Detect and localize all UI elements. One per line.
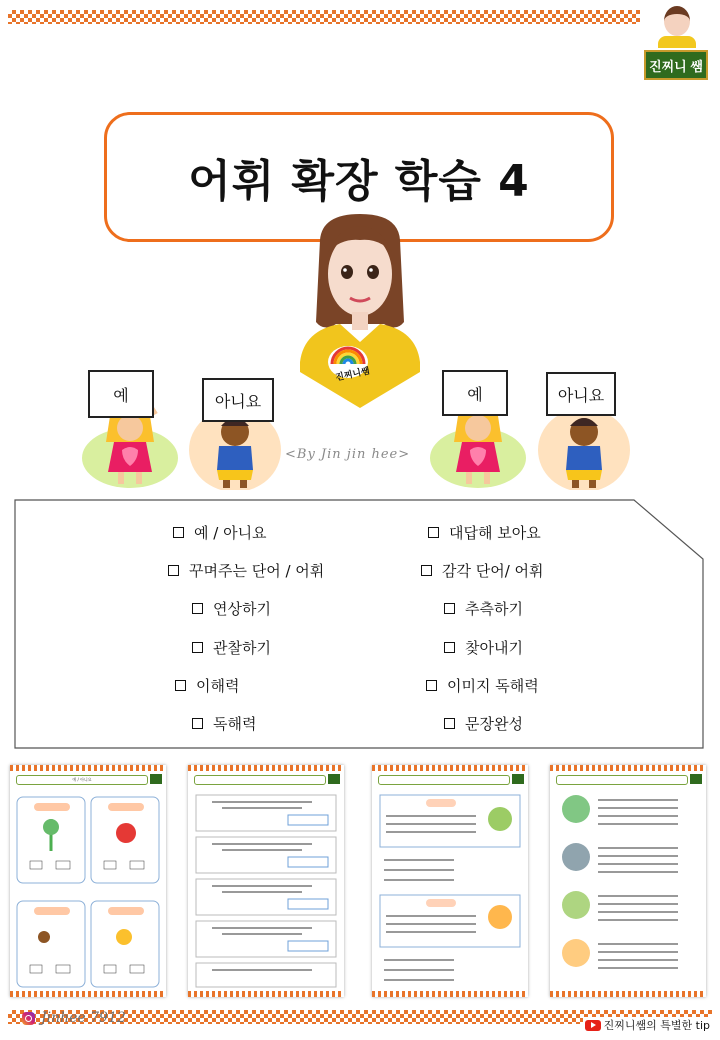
thumb-header (378, 775, 510, 785)
check-item-image-comprehension[interactable]: 이미지 독해력 (426, 675, 539, 696)
thumb-badge (150, 774, 162, 784)
thumb-border (372, 991, 528, 997)
byline: <By Jin jin hee> (285, 447, 411, 462)
checkbox-icon (192, 603, 203, 614)
check-item-observation[interactable]: 관찰하기 (192, 637, 271, 658)
checkbox-icon (173, 527, 184, 538)
checkbox-icon (192, 642, 203, 653)
badge-label: 진찌니 쌤 (644, 50, 708, 80)
thumb-content (376, 789, 524, 989)
check-item-association[interactable]: 연상하기 (192, 598, 271, 619)
check-item-finding[interactable]: 찾아내기 (444, 637, 523, 658)
thumb-content (14, 789, 162, 989)
teacher-badge (644, 6, 708, 80)
thumb-border (550, 991, 706, 997)
worksheet-thumbnail-2[interactable] (188, 765, 344, 997)
worksheet-thumbnail-3[interactable] (372, 765, 528, 997)
badge-shirt (658, 36, 696, 48)
check-item-sensory-words[interactable]: 감각 단어/ 어휘 (421, 560, 544, 581)
checkbox-icon (192, 718, 203, 729)
check-item-answer[interactable]: 대답해 보아요 (428, 522, 541, 543)
checklist-panel (14, 499, 704, 749)
checkbox-icon (444, 642, 455, 653)
checkbox-icon (421, 565, 432, 576)
thumb-border (10, 991, 166, 997)
teacher-shirt-text: 진찌니쌤 (334, 366, 371, 384)
thumb-border (10, 765, 166, 771)
checkbox-icon (168, 565, 179, 576)
thumb-border (188, 765, 344, 771)
checkbox-icon (444, 603, 455, 614)
sign-yes-1: 예 (88, 370, 154, 418)
thumb-content (192, 789, 340, 989)
thumb-header: 예 / 아니요 (16, 775, 148, 785)
thumb-border (550, 765, 706, 771)
check-item-sentence-completion[interactable]: 문장완성 (444, 713, 523, 734)
check-item-reading-comprehension[interactable]: 독해력 (192, 713, 256, 734)
thumb-header (194, 775, 326, 785)
youtube-text: 진찌니쌤의 특별한 tip (603, 1019, 710, 1032)
instagram-handle[interactable] (22, 1010, 126, 1026)
page-title: 어휘 확장 학습 4 (188, 156, 530, 207)
instagram-icon (22, 1012, 35, 1025)
worksheet-thumbnail-4[interactable] (550, 765, 706, 997)
checkbox-icon (175, 680, 186, 691)
instagram-text: Jinhee 7912 (41, 1010, 126, 1026)
checkbox-icon (428, 527, 439, 538)
thumb-border (372, 765, 528, 771)
worksheet-thumbnail-1[interactable] (10, 765, 166, 997)
check-item-modifier-words[interactable]: 꾸며주는 단어 / 어휘 (168, 560, 324, 581)
check-item-comprehension[interactable]: 이해력 (175, 675, 239, 696)
thumb-badge (512, 774, 524, 784)
sign-yes-2: 예 (442, 370, 508, 416)
thumb-border (188, 991, 344, 997)
checkbox-icon (426, 680, 437, 691)
thumb-content (554, 789, 702, 989)
thumb-header (556, 775, 688, 785)
badge-face (664, 6, 690, 36)
sign-no-1: 아니요 (202, 378, 274, 422)
youtube-icon (585, 1020, 601, 1031)
check-item-inference[interactable]: 추측하기 (444, 598, 523, 619)
checkbox-icon (444, 718, 455, 729)
thumb-badge (328, 774, 340, 784)
teacher-illustration (300, 212, 420, 408)
top-checker-border (8, 10, 640, 24)
thumb-badge (690, 774, 702, 784)
check-item-yes-no[interactable]: 예 / 아니요 (173, 522, 267, 543)
youtube-link[interactable] (583, 1017, 712, 1033)
sign-no-2: 아니요 (546, 372, 616, 416)
